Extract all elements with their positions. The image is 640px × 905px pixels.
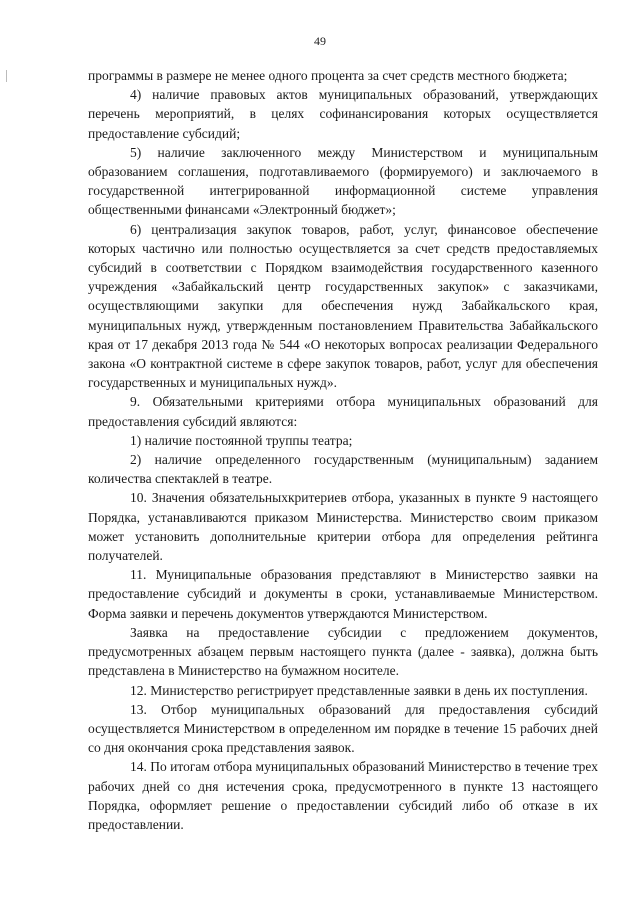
paragraph: 2) наличие определенного государственным (муниципальным) заданием количества спектаклей в театре.: [88, 452, 598, 487]
margin-mark: [6, 70, 7, 82]
paragraph: 11. Муниципальные образования представляют в Министерство заявки на предоставление субсидий и документы в сроки, устанавливаемые Министерством. Форма заявки и перечень документов утверждаются Министерством.: [88, 567, 598, 621]
paragraph: 4) наличие правовых актов муниципальных образований, утверждающих перечень мероприятий, в целях софинансирования которых осуществляется предоставление субсидий;: [88, 87, 598, 141]
body-text: [88, 66, 598, 834]
paragraph: 12. Министерство регистрирует представленные заявки в день их поступления.: [130, 682, 588, 698]
paragraph: 9. Обязательными критериями отбора муниципальных образований для предоставления субсидий являются:: [88, 394, 598, 429]
paragraph: 5) наличие заключенного между Министерством и муниципальным образованием соглашения, подготавливаемого (формируемого) и заключаемого в государственной интегрированной информационной системе управления общественными финансами «Электронный бюджет»;: [88, 144, 598, 218]
paragraph: Заявка на предоставление субсидии с предложением документов, предусмотренных абзацем первым настоящего пункта (далее - заявка), должна быть представлена в Министерство на бумажном носителе.: [88, 624, 598, 679]
page-number: 49: [314, 34, 326, 48]
paragraph: 1) наличие постоянной труппы театра;: [130, 432, 353, 448]
paragraph: 10. Значения обязательныхкритериев отбора, указанных в пункте 9 настоящего Порядка, устанавливаются приказом Министерства. Министерство своим приказом может установить дополнительные критерии отбора для определения рейтинга получателей.: [88, 490, 598, 564]
paragraph: 14. По итогам отбора муниципальных образований Министерство в течение трех рабочих дней со дня истечения срока, предусмотренного в пункте 13 настоящего Порядка, оформляет решение о предоставлении субсидий либо об отказе в их предоставлении.: [88, 759, 598, 832]
paragraph: программы в размере не менее одного процента за счет средств местного бюджета;: [88, 68, 568, 83]
paragraph: 6) централизация закупок товаров, работ, услуг, финансовое обеспечение которых частично или полностью осуществляется за счет средств предоставляемых субсидий в соответствии с Порядком взаимодействия государственного казенного учреждения «Забайкальский центр государственных закупок» с заказчиками, осуществляющими закупки для обеспечения нужд Забайкальского края, муниципальных нужд, утвержденным постановлением Правительства Забайкальского края от 17 декабря 2013 года № 544 «О некоторых вопросах реализации Федерального закона «О контрактной системе в сфере закупок товаров, работ, услуг для обеспечения государственных и муниципальных нужд».: [88, 221, 598, 391]
paragraph: 13. Отбор муниципальных образований для предоставления субсидий осуществляется Министерством в определенном им порядке в течение 15 рабочих дней со дня окончания срока представления заявок.: [88, 701, 598, 756]
